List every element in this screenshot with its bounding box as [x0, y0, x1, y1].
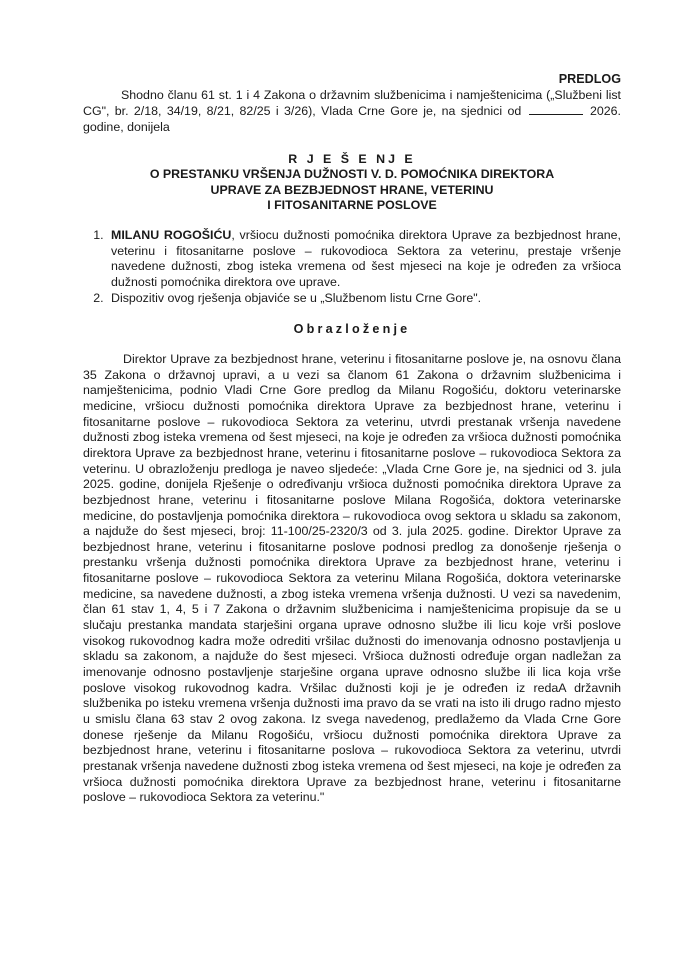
- obrazlozenje-heading: Obrazloženje: [293, 322, 411, 337]
- date-blank: [529, 103, 583, 115]
- dispositiv-list: [83, 228, 621, 306]
- dispositiv-item: [107, 291, 621, 307]
- title-line: O PRESTANKU VRŠENJA DUŽNOSTI V. D. POMOĆNIKA DIREKTORA: [149, 167, 555, 182]
- dispositiv-item: [107, 228, 621, 291]
- document-page: [83, 72, 621, 806]
- title-rjesenje: R J E Š E NJ E: [288, 151, 416, 166]
- predlog-label: PREDLOG: [558, 72, 621, 86]
- dispositiv-text: , vršiocu dužnosti pomoćnika direktora Uprave za bezbjednost hrane, veterinu i fitosanitarne poslove – rukovodioca Sektora za veterinu, prestaje vršenje navedene dužnosti, zbog isteka vremena od šest mjeseci na koje je određen za vršioca dužnosti pomoćnika direktora ove uprave.: [111, 228, 621, 289]
- preamble-text: Shodno članu 61 st. 1 i 4 Zakona o državnim službenicima i namještenicima („Službeni list CG", br. 2/18, 34/19, 8/21, 82/25 i 3/26), Vlada Crne Gore je, na sjednici od: [83, 87, 621, 119]
- dispositiv-text: Dispozitiv ovog rješenja objaviće se u „Službenom listu Crne Gore".: [111, 290, 482, 305]
- person-name: MILANU ROGOŠIĆU: [111, 228, 232, 242]
- title-line: I FITOSANITARNE POSLOVE: [267, 198, 437, 213]
- document-title: [83, 152, 621, 214]
- preamble-text-end: 2026. godine, donijela: [83, 104, 621, 134]
- title-line: UPRAVE ZA BEZBJEDNOST HRANE, VETERINU: [210, 182, 494, 197]
- obrazlozenje-body: Direktor Uprave za bezbjednost hrane, veterinu i fitosanitarne poslove je, na osnovu člana 35 Zakona o državnoj upravi, a u vezi sa članom 61 Zakona o državnim službenicima i namještenicima, podnio Vladi Crne Gore predlog da Milanu Rogošiću, doktoru veterinarske medicine, vršiocu dužnosti pomoćnika direktora Uprave za bezbjednost hrane, veterinu i fitosanitarne poslove – rukovodioca Sektora za veterinu, utvrdi prestanak vršenja navedene dužnosti zbog isteka vremena od šest mjeseci, na koje je određen za vršioca dužnosti pomoćnika direktora Uprave za bezbjednost hrane, veterinu i fitosanitarne poslove – rukovodioca Sektora za veterinu. U obrazloženju predloga je naveo sljedeće: „Vlada Crne Gore je, na sjednici od 3. jula 2025. godine, donijela Rješenje o određivanju vršioca dužnosti pomoćnika direktora Uprave za bezbjednost hrane, veterinu i fitosanitarne poslove Milana Rogošića, doktora veterinarske medicine, do postavljenja pomoćnika direktora – rukovodioca ovog sektora u skladu sa zakonom, a najduže do šest mjeseci, broj: 11-100/25-2320/3 od 3. jula 2025. godine. Direktor Uprave za bezbjednost hrane, veterinu i fitosanitarne poslove podnosi predlog za donošenje rješenja o prestanku vršenja dužnosti pomoćnika direktora Uprave za bezbjednost hrane, veterinu i fitosanitarne poslove – rukovodioca Sektora za veterinu Milana Rogošića, doktora veterinarske medicine, sa navedene dužnosti, a zbog isteka vremena vršenja dužnosti. U vezi sa navedenim, član 61 stav 1, 4, 5 i 7 Zakona o državnim službenicima i namještenicima propisuje da se u slučaju prestanka mandata starješini organa uprave odnosno službe ili licu koje vrši poslove visokog rukovodnog kadra može odrediti vršilac dužnosti do imenovanja odnosno postavljenja u skladu sa zakonom, a najduže do šest mjeseci. Vršioca dužnosti određuje organ nadležan za imenovanje odnosno postavljenje starješine organa uprave odnosno službe ili lica koja vrše poslove visokog rukovodnog kadra. Vršilac dužnosti koji je je određen iz redaA državnih službenika po isteku vremena vršenja dužnosti ima pravo da se vrati na isto ili drugo radno mjesto u smislu člana 63 stav 2 ovog zakona. Iz svega navedenog, predlažemo da Vlada Crne Gore donese rješenje da Milanu Rogošiću, vršiocu dužnosti pomoćnika direktora Uprave za bezbjednost hrane, veterinu i fitosanitarne poslova – rukovodioca Sektora za veterinu, utvrdi prestanak vršenja navedene dužnosti zbog isteka vremena od šest mjeseci, na koje je određen za vršioca dužnosti pomoćnika direktora Uprave za bezbjednost hrane, veterinu i fitosanitarne poslove – rukovodioca Sektora za veterinu.": [83, 351, 621, 805]
- preamble: [83, 88, 621, 136]
